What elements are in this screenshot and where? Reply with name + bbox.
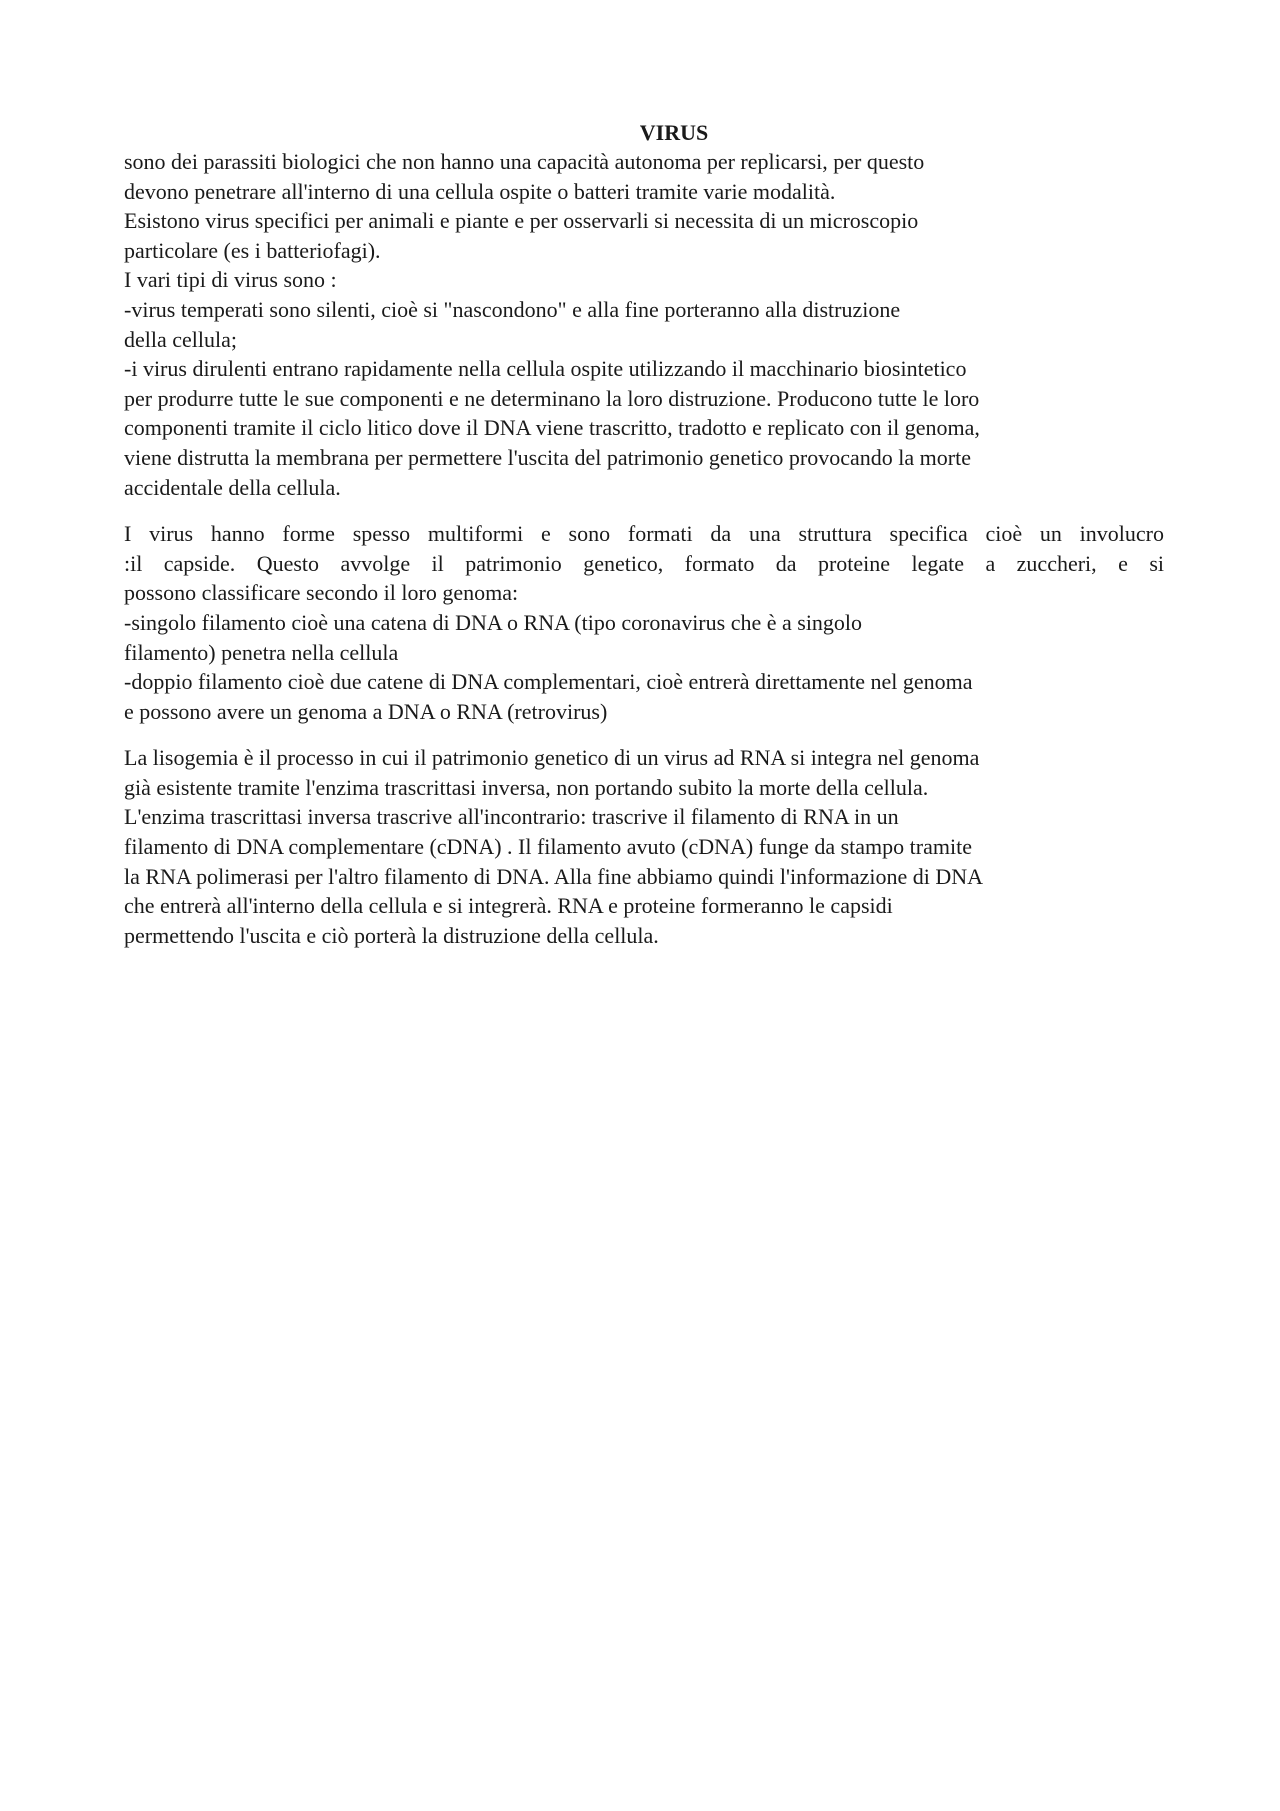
text-line: L'enzima trascrittasi inversa trascrive all'incontrario: trascrive il filamento di RNA in un (124, 804, 899, 830)
text-line: accidentale della cellula. (124, 474, 341, 500)
text-line: per produrre tutte le sue componenti e ne determinano la loro distruzione. Producono tutte le loro (124, 385, 980, 411)
text-line: permettendo l'uscita e ciò porterà la distruzione della cellula. (124, 922, 659, 948)
paragraph-spacer (124, 726, 1164, 743)
text-line: possono classificare secondo il loro genoma: (124, 580, 519, 606)
paragraph-intro (124, 147, 1164, 502)
text-line: La lisogemia è il processo in cui il patrimonio genetico di un virus ad RNA si integra nel genoma (124, 745, 980, 771)
text-line: la RNA polimerasi per l'altro filamento di DNA. Alla fine abbiamo quindi l'informazione di DNA (124, 863, 984, 889)
document-page (124, 118, 1164, 950)
text-line: filamento) penetra nella cellula (124, 639, 399, 665)
text-line: devono penetrare all'interno di una cellula ospite o batteri tramite varie modalità. (124, 178, 836, 204)
paragraph-spacer (124, 502, 1164, 519)
text-line: I vari tipi di virus sono : (124, 267, 337, 293)
text-line: che entrerà all'interno della cellula e si integrerà. RNA e proteine formeranno le capsidi (124, 893, 893, 919)
text-line: viene distrutta la membrana per permettere l'uscita del patrimonio genetico provocando la morte (124, 444, 971, 470)
text-line: :il capside. Questo avvolge il patrimonio genetico, formato da proteine legate a zuccheri, e si (124, 550, 1164, 576)
text-line: sono dei parassiti biologici che non hanno una capacità autonoma per replicarsi, per questo (124, 149, 925, 174)
document-title: VIRUS (639, 120, 709, 145)
text-line: particolare (es i batteriofagi). (124, 237, 381, 263)
text-line: -doppio filamento cioè due catene di DNA complementari, cioè entrerà direttamente nel genoma (124, 669, 973, 695)
text-line: filamento di DNA complementare (cDNA) . Il filamento avuto (cDNA) funge da stampo tramite (124, 834, 972, 860)
text-line: componenti tramite il ciclo litico dove il DNA viene trascritto, tradotto e replicato con il genoma, (124, 415, 980, 441)
text-line: già esistente tramite l'enzima trascrittasi inversa, non portando subito la morte della cellula. (124, 774, 929, 800)
paragraph-structure (124, 519, 1164, 726)
paragraph-lysogeny (124, 743, 1164, 950)
text-line: della cellula; (124, 326, 237, 352)
text-line: -virus temperati sono silenti, cioè si "nascondono" e alla fine porteranno alla distruzione (124, 296, 901, 322)
text-line: e possono avere un genoma a DNA o RNA (retrovirus) (124, 698, 608, 724)
text-line: -singolo filamento cioè una catena di DNA o RNA (tipo coronavirus che è a singolo (124, 609, 863, 635)
text-line: Esistono virus specifici per animali e piante e per osservarli si necessita di un microscopio (124, 208, 919, 234)
text-line: -i virus dirulenti entrano rapidamente nella cellula ospite utilizzando il macchinario biosintetico (124, 356, 967, 382)
text-line: I virus hanno forme spesso multiformi e sono formati da una struttura specifica cioè un involucro (124, 521, 1164, 547)
